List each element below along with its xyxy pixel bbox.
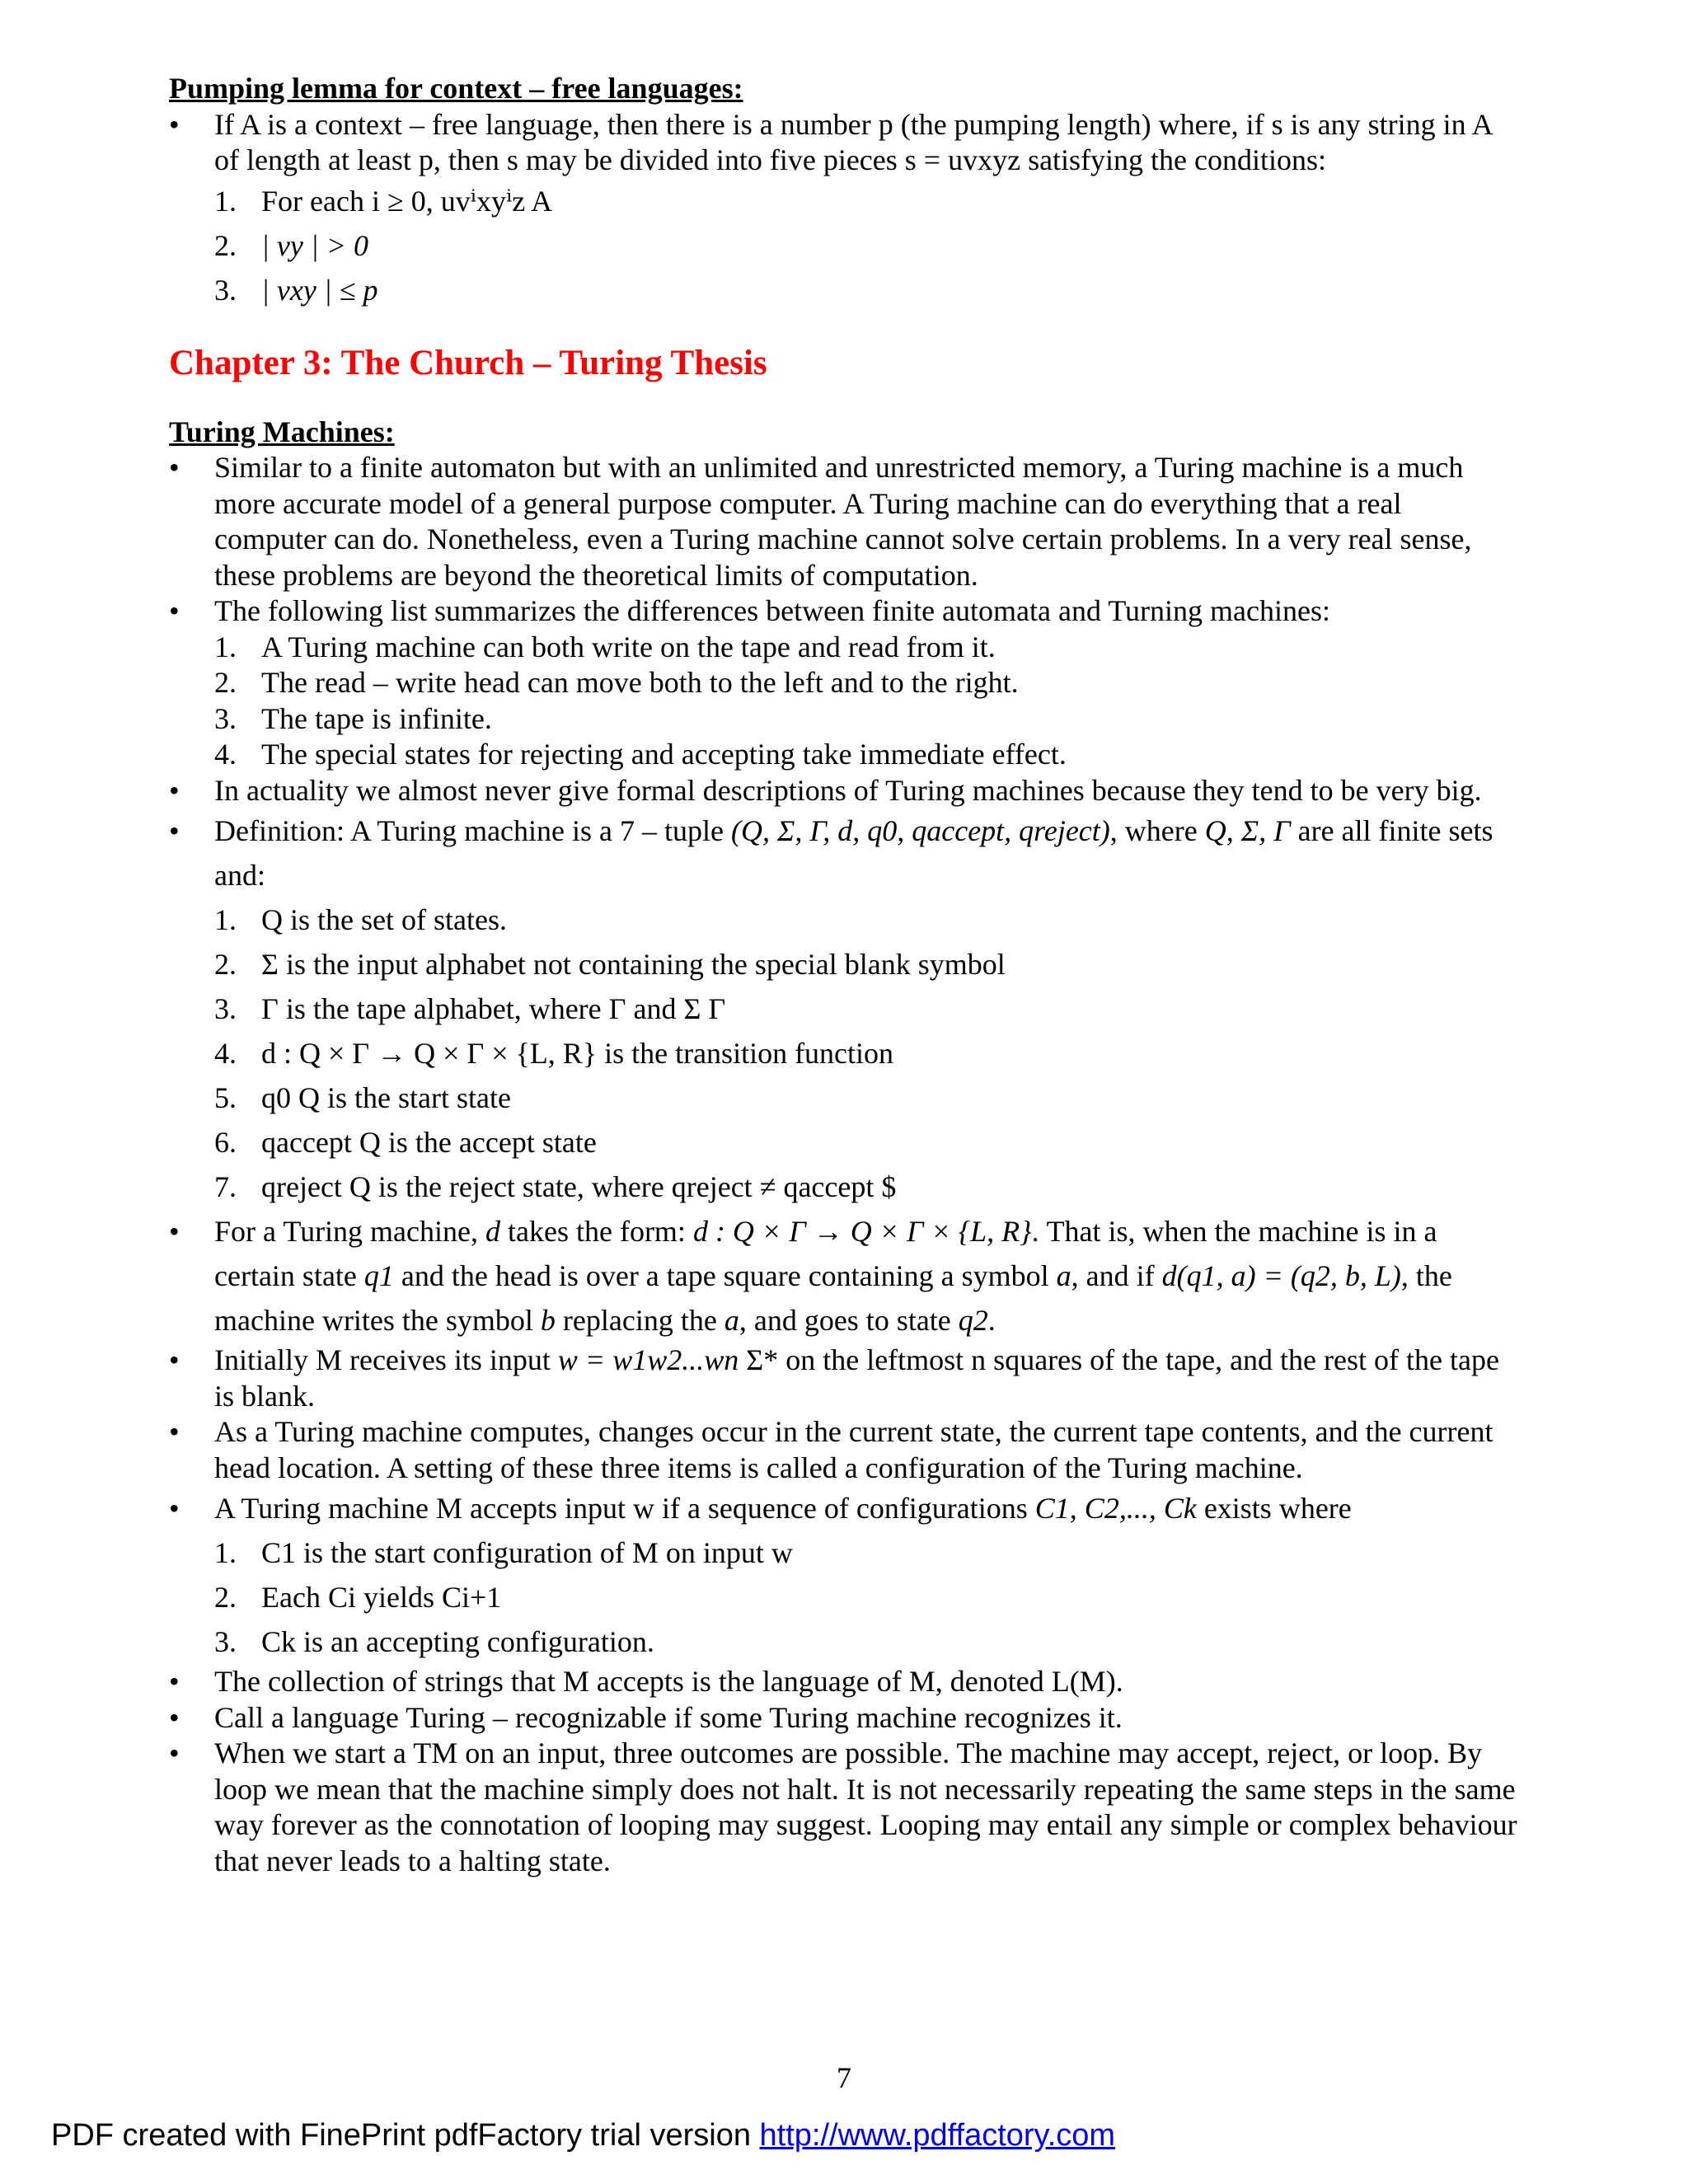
list-item: 5. q0 Q is the start state: [214, 1081, 511, 1114]
sets-formula: Q, Σ, Γ: [1204, 814, 1291, 847]
definition-list: [169, 898, 1521, 1209]
definition-bullet: • Definition: A Turing machine is a 7 – tuple (Q, Σ, Γ, d, q0, qaccept, qreject), where Q, Σ, Γ are all finite sets and:: [169, 808, 1521, 898]
page-number: 7: [837, 2061, 851, 2094]
pdf-footer: [51, 2118, 1115, 2154]
configurations-list: [169, 1530, 1521, 1664]
list-item: 2. Σ is the input alphabet not containing the special blank symbol: [214, 948, 1006, 981]
list-item: 1. A Turing machine can both write on the tape and read from it.: [214, 630, 996, 663]
list-item: 4. The special states for rejecting and accepting take immediate effect.: [214, 738, 1067, 771]
list-item: 1. C1 is the start configuration of M on input w: [214, 1536, 793, 1569]
bullet-item: • Similar to a finite automaton but with an unlimited and unrestricted memory, a Turing machine is a much more accurate model of a general purpose computer. A Turing machine can do everything that a real computer can do. Nonetheless, even a Turing machine cannot solve certain problems. In a very real sense, these problems are beyond the theoretical limits of computation.: [169, 450, 1521, 593]
bullet-item: • In actuality we almost never give formal descriptions of Turing machines because they tend to be very big.: [169, 773, 1521, 809]
bullet-item: • As a Turing machine computes, changes occur in the current state, the current tape contents, and the current head location. A setting of these three items is called a configuration of the Turing machine.: [169, 1414, 1521, 1486]
list-item: 6. qaccept Q is the accept state: [214, 1126, 597, 1159]
list-item: 2. The read – write head can move both to the left and to the right.: [214, 666, 1019, 699]
page-content: [169, 71, 1521, 1879]
transition-bullet: • For a Turing machine, d takes the form: d : Q × Γ → Q × Γ × {L, R}. That is, when the machine is in a certain state q1 and the head is over a tape square containing a symbol a, and if d(q1, a) = (q2, b, L), the machine writes the symbol b replacing the a, and goes to state q2.: [169, 1209, 1521, 1343]
footer-text: PDF created with FinePrint pdfFactory trial version: [51, 2118, 760, 2153]
chapter-title: Chapter 3: The Church – Turing Thesis: [169, 343, 767, 382]
footer-link[interactable]: http://www.pdffactory.com: [759, 2118, 1116, 2153]
condition-text: | vxy | ≤ p: [261, 273, 378, 307]
bullet-item: • The collection of strings that M accepts is the language of M, denoted L(M).: [169, 1664, 1521, 1700]
condition-item: 2. | vy | > 0: [214, 228, 369, 262]
condition-item: 3. | vxy | ≤ p: [214, 273, 378, 307]
list-item: 7. qreject Q is the reject state, where qreject ≠ qaccept $: [214, 1170, 897, 1203]
list-item: 3. Γ is the tape alphabet, where Γ and Σ Γ: [214, 992, 726, 1025]
bullet-item: • When we start a TM on an input, three outcomes are possible. The machine may accept, reject, or loop. By loop we mean that the machine simply does not halt. It is not necessarily repeating the same steps in the same way forever as the connotation of looping may suggest. Looping may entail any simple or complex behaviour that never leads to a halting state.: [169, 1736, 1521, 1879]
lemma-bullet: • If A is a context – free language, then there is a number p (the pumping length) where, if s is any string in A of length at least p, then s may be divided into five pieces s = uvxyz satisfying the conditions:: [169, 107, 1521, 179]
list-item: 3. Ck is an accepting configuration.: [214, 1625, 654, 1658]
list-item: 4. d : Q × Γ → Q × Γ × {L, R} is the transition function: [214, 1037, 894, 1070]
list-item: 1. Q is the set of states.: [214, 903, 507, 936]
accept-bullet: • A Turing machine M accepts input w if a sequence of configurations C1, C2,..., Ck exists where: [169, 1486, 1521, 1530]
lemma-heading: Pumping lemma for context – free languages:: [169, 72, 743, 105]
bullet-item: • Call a language Turing – recognizable if some Turing machine recognizes it.: [169, 1700, 1521, 1736]
bullet-item: • The following list summarizes the differences between finite automata and Turning machines:: [169, 593, 1521, 630]
differences-list: [169, 630, 1521, 773]
tuple-formula: (Q, Σ, Γ, d, q0, qaccept, qreject): [730, 814, 1110, 847]
condition-text: | vy | > 0: [261, 228, 369, 262]
condition-text: For each i ≥ 0, uvⁱxyⁱz A: [261, 184, 553, 218]
lemma-conditions: [169, 179, 1521, 312]
list-item: 2. Each Ci yields Ci+1: [214, 1581, 502, 1614]
input-bullet: • Initially M receives its input w = w1w2...wn Σ* on the leftmost n squares of the tape, and the rest of the tape is blank.: [169, 1343, 1521, 1414]
condition-item: 1. For each i ≥ 0, uvⁱxyⁱz A: [214, 184, 553, 218]
section-heading: Turing Machines:: [169, 415, 395, 448]
list-item: 3. The tape is infinite.: [214, 701, 492, 735]
